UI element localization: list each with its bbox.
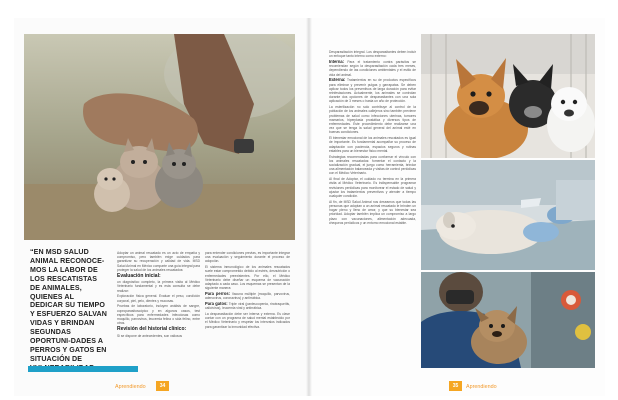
paragraph: Exploración física general. Evaluar el peso, condición corporal, piel, pelo, dientes y mucosas. (117, 294, 200, 303)
paragraph-text: Triple viral (panleucopenia, rinotraqueítis, calicivirus), leucemia viral y antirrábica. (205, 302, 290, 311)
paragraph (205, 302, 290, 310)
photo-kittens (24, 34, 295, 240)
inline-heading: Externa: (329, 77, 346, 83)
subheading: Revisión del historial clínico: (117, 326, 187, 333)
folio-label-right: Aprendiendo (466, 384, 497, 390)
page-number-right: 35 (449, 381, 462, 391)
photo-vet-exam (421, 160, 595, 270)
paragraph-text: Tratamientos en su de productos específicos para eliminar y prevenir pulgas y garrapatas. Se deben aplicar todos los preventivos de larga duración para evitar reinfestaciones. Actualmente, los animales se controlan durante dos opciones de desparasitantes con una sola aplicación de 3 meses o hasta un año de protección. (329, 78, 417, 104)
paragraph: El bienestar emocional de los animales rescatados es igual de importante. Es fundamental acompañar su proceso de adaptación con paciencia, espacios seguros y rutinas estables para un bienestar físico mental. (329, 136, 416, 153)
paragraph: Adoptar un animal rescatado es un acto de empatía y compromiso, pero también exige cuidados para garantizar su recuperación y calidad de vida. MSD Salud Animal en México comparte una guía integral para proteger la salud de los animales rescatados: (117, 251, 200, 272)
page-gutter (306, 18, 312, 396)
paragraph: Estrategias recomendadas para conformar el vínculo con los animales rescatados: fomentar el contacto y la socialización gradual, el juego como herramienta, brindar una alimentación balanceada y visitas de control periódicas con el Médico Veterinario. (329, 154, 416, 176)
paragraph: Al fin, de MSD Salud Animal nos deseamos que todas las personas que adoptan a un animal rescatado le brinden un hogar pleno y lleno de amor, y que su bienestar sea prioridad. Adoptar también implica un compromiso a largo plazo con vacunaciones, alimentación adecuada, chequeos periódicos y un entorno emocional estable. (329, 199, 416, 225)
paragraph: Pruebas de laboratorio, incluyen análisis de sangre, coproparasitoscópico y en algunos casos, test específicos para enfermedades infecciosas como moquillo, parvovirus, leucemia felina o sida felino, entre otros. (117, 304, 200, 326)
paragraph: Si se dispone de antecedentes, son valiosos (117, 333, 183, 338)
inline-heading: Para gatos: (205, 301, 228, 307)
pull-quote: “EN MSD SALUD ANIMAL RECONOCE-MOS LA LABOR DE LOS RESCATISTAS DE ANIMALES, QUIENES AL DEDICAR SU TIEMPO Y ESFUERZO SALVAN VIDAS Y BRINDAN SEGUNDAS OPORTUNI-DADES A PERROS Y GATOS EN SITUACIÓN DE (30, 248, 107, 363)
paragraph: La esterilización no solo contribuye al control de la población de los animales callejeros sino también previene problemas de salud como infecciones uterinas, tumores mamarios, hiperplasia prostática y diversos tipos de enfermedades. Este procedimiento debe realizarse una vez que se tenga la salud general del animal esté en buenas condiciones. (329, 105, 416, 135)
body-column-1 (117, 251, 200, 339)
photo-dogs (421, 34, 595, 158)
paragraph (329, 60, 416, 77)
subheading: Evaluación inicial: (117, 272, 161, 279)
paragraph: para entender condiciones previas, es importante integrar una evaluación y seguimiento durante el proceso de adopción. (205, 251, 290, 264)
paragraph: El sistema inmunológico de los animales rescatados suele estar comprometido debido al estrés, desnutrición o enfermedades preexistentes. Por ello, el Médico Veterinario debe diseñar un esquema de vacunación adaptado a cada caso. Los esquemas se presentan de la siguiente manera: (205, 265, 290, 291)
paragraph: un diagnóstico completo, la primera visita al Médico Veterinario fundamental y es esta consulta se debe realizar: (117, 280, 200, 293)
page-number-left: 34 (156, 381, 169, 391)
inline-heading: Para perros: (205, 291, 231, 297)
photo-rescuer (421, 272, 595, 368)
folio-label-left: Aprendiendo (115, 384, 146, 390)
paragraph (205, 292, 290, 300)
paragraph: La desparasitación debe ser interna y externa. Es clave contar con un programa de salud mental establecido por el Médico Veterinario y respetar los intervalos indicados para garantizar la inmunidad efectiva. (205, 312, 290, 329)
paragraph: Al final de Adoptar, el cuidado no termina en la primera visita al Médico Veterinario. Es indispensable programar revisiones periódicas para monitorear el estado de salud y ajustar los tratamientos preventivos y atender a tiempo cualquier condición. (329, 177, 416, 199)
inline-heading: Interna: (329, 59, 345, 64)
accent-bar (28, 366, 138, 372)
body-column-3 (329, 50, 416, 227)
paragraph: Desparasitación integral. Los desparasitantes deben incluir un enfoque tanto interno como externo: (329, 50, 416, 59)
paragraph-text: Para el tratamiento contra parásitos se recomiendan según la desparasitación cada tres meses, dependiendo de las condiciones ambientales y el estilo de vida del animal. (329, 60, 416, 77)
body-column-2 (205, 251, 290, 330)
paragraph-text: Vacuna múltiple (moquillo, parvovirus, adenovirus, coronavirus) y antirrábica. (205, 292, 290, 301)
paragraph (329, 78, 416, 103)
